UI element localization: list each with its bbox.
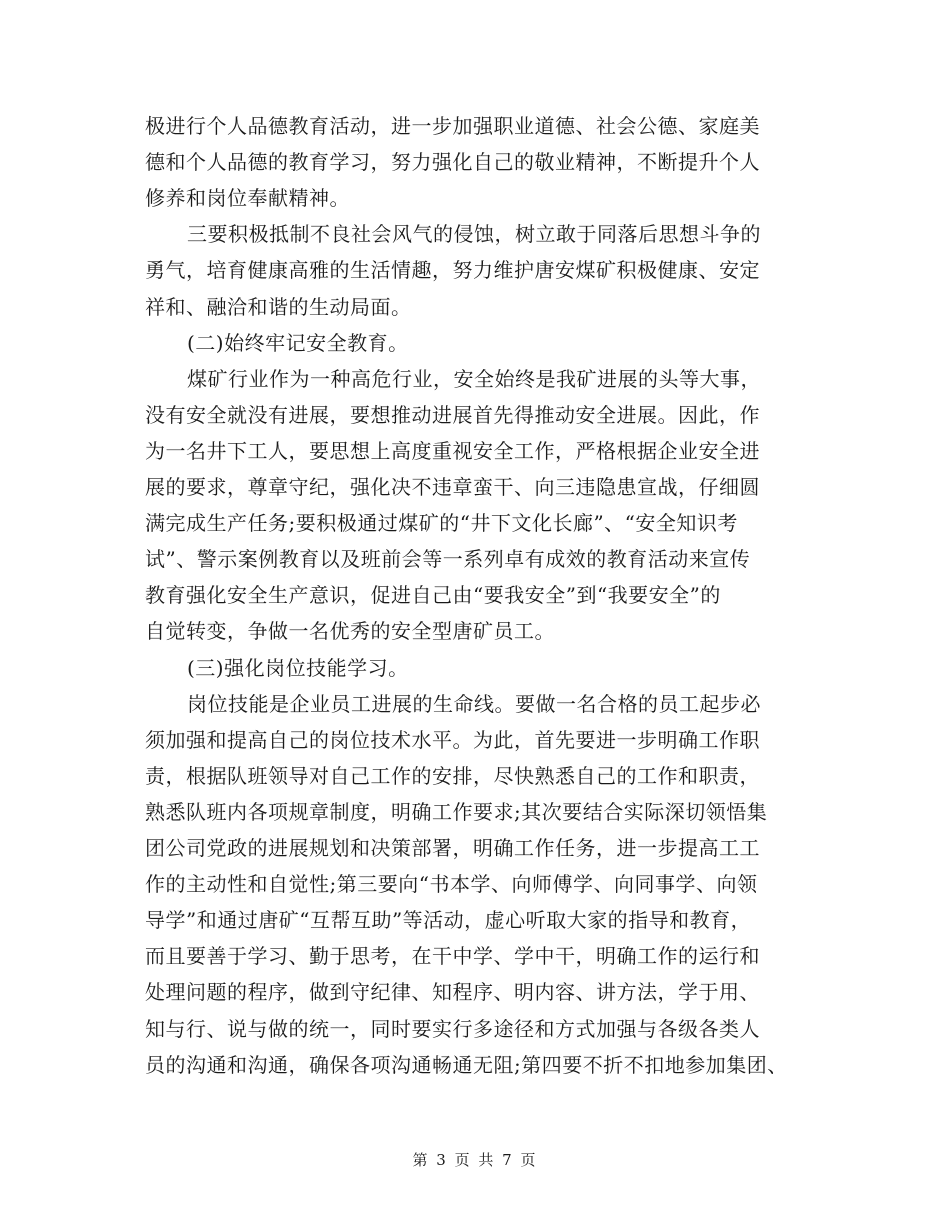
section-heading: (二)始终牢记安全教育。 bbox=[187, 331, 409, 355]
page-number-footer: 第 3 页 共 7 页 bbox=[412, 1151, 538, 1169]
text-line: 处理问题的程序，做到守纪律、知程序、明内容、讲方法，学于用、 bbox=[145, 980, 760, 1004]
text-line: 自觉转变，争做一名优秀的安全型唐矿员工。 bbox=[145, 619, 555, 643]
text-line: 没有安全就没有进展，要想推动进展首先得推动安全进展。因此，作 bbox=[145, 403, 760, 427]
paragraph-start-line: 岗位技能是企业员工进展的生命线。要做一名合格的员工起步必 bbox=[187, 692, 761, 716]
text-line: 为一名井下工人，要思想上高度重视安全工作，严格根据企业安全进 bbox=[145, 439, 760, 463]
text-line: 教育强化安全生产意识，促进自己由“要我安全”到“我要安全”的 bbox=[145, 583, 721, 607]
text-line: 导学”和通过唐矿“互帮互助”等活动，虚心听取大家的指导和教育， bbox=[145, 908, 752, 932]
text-line: 德和个人品德的教育学习，努力强化自己的敬业精神，不断提升个人 bbox=[145, 150, 760, 174]
text-line: 员的沟通和沟通，确保各项沟通畅通无阻;第四要不折不扣地参加集团、 bbox=[145, 1053, 788, 1077]
text-line: 展的要求，尊章守纪，强化决不违章蛮干、向三违隐患宣战，仔细圆 bbox=[145, 475, 760, 499]
text-line: 团公司党政的进展规划和决策部署，明确工作任务，进一步提高工工 bbox=[145, 836, 760, 860]
text-line: 祥和、融洽和谐的生动局面。 bbox=[145, 295, 412, 319]
text-line: 作的主动性和自觉性;第三要向“书本学、向师傅学、向同事学、向领 bbox=[145, 872, 758, 896]
text-line: 勇气，培育健康高雅的生活情趣，努力维护唐安煤矿积极健康、安定 bbox=[145, 258, 760, 282]
text-line: 试”、警示案例教育以及班前会等一系列卓有成效的教育活动来宣传 bbox=[145, 547, 751, 571]
section-heading: (三)强化岗位技能学习。 bbox=[187, 656, 409, 680]
text-line: 须加强和提高自己的岗位技术水平。为此，首先要进一步明确工作职 bbox=[145, 728, 760, 752]
text-line: 熟悉队班内各项规章制度，明确工作要求;其次要结合实际深切领悟集 bbox=[145, 800, 768, 824]
text-line: 极进行个人品德教育活动，进一步加强职业道德、社会公德、家庭美 bbox=[145, 114, 760, 138]
paragraph-start-line: 三要积极抵制不良社会风气的侵蚀，树立敢于同落后思想斗争的 bbox=[187, 222, 761, 246]
text-line: 而且要善于学习、勤于思考，在干中学、学中干，明确工作的运行和 bbox=[145, 944, 760, 968]
text-line: 满完成生产任务;要积极通过煤矿的“井下文化长廊”、“安全知识考 bbox=[145, 511, 738, 535]
text-line: 修养和岗位奉献精神。 bbox=[145, 186, 350, 210]
paragraph-start-line: 煤矿行业作为一种高危行业，安全始终是我矿进展的头等大事， bbox=[187, 367, 761, 391]
text-line: 知与行、说与做的统一，同时要实行多途径和方式加强与各级各类人 bbox=[145, 1017, 760, 1041]
text-line: 责，根据队班领导对自己工作的安排，尽快熟悉自己的工作和职责， bbox=[145, 764, 760, 788]
